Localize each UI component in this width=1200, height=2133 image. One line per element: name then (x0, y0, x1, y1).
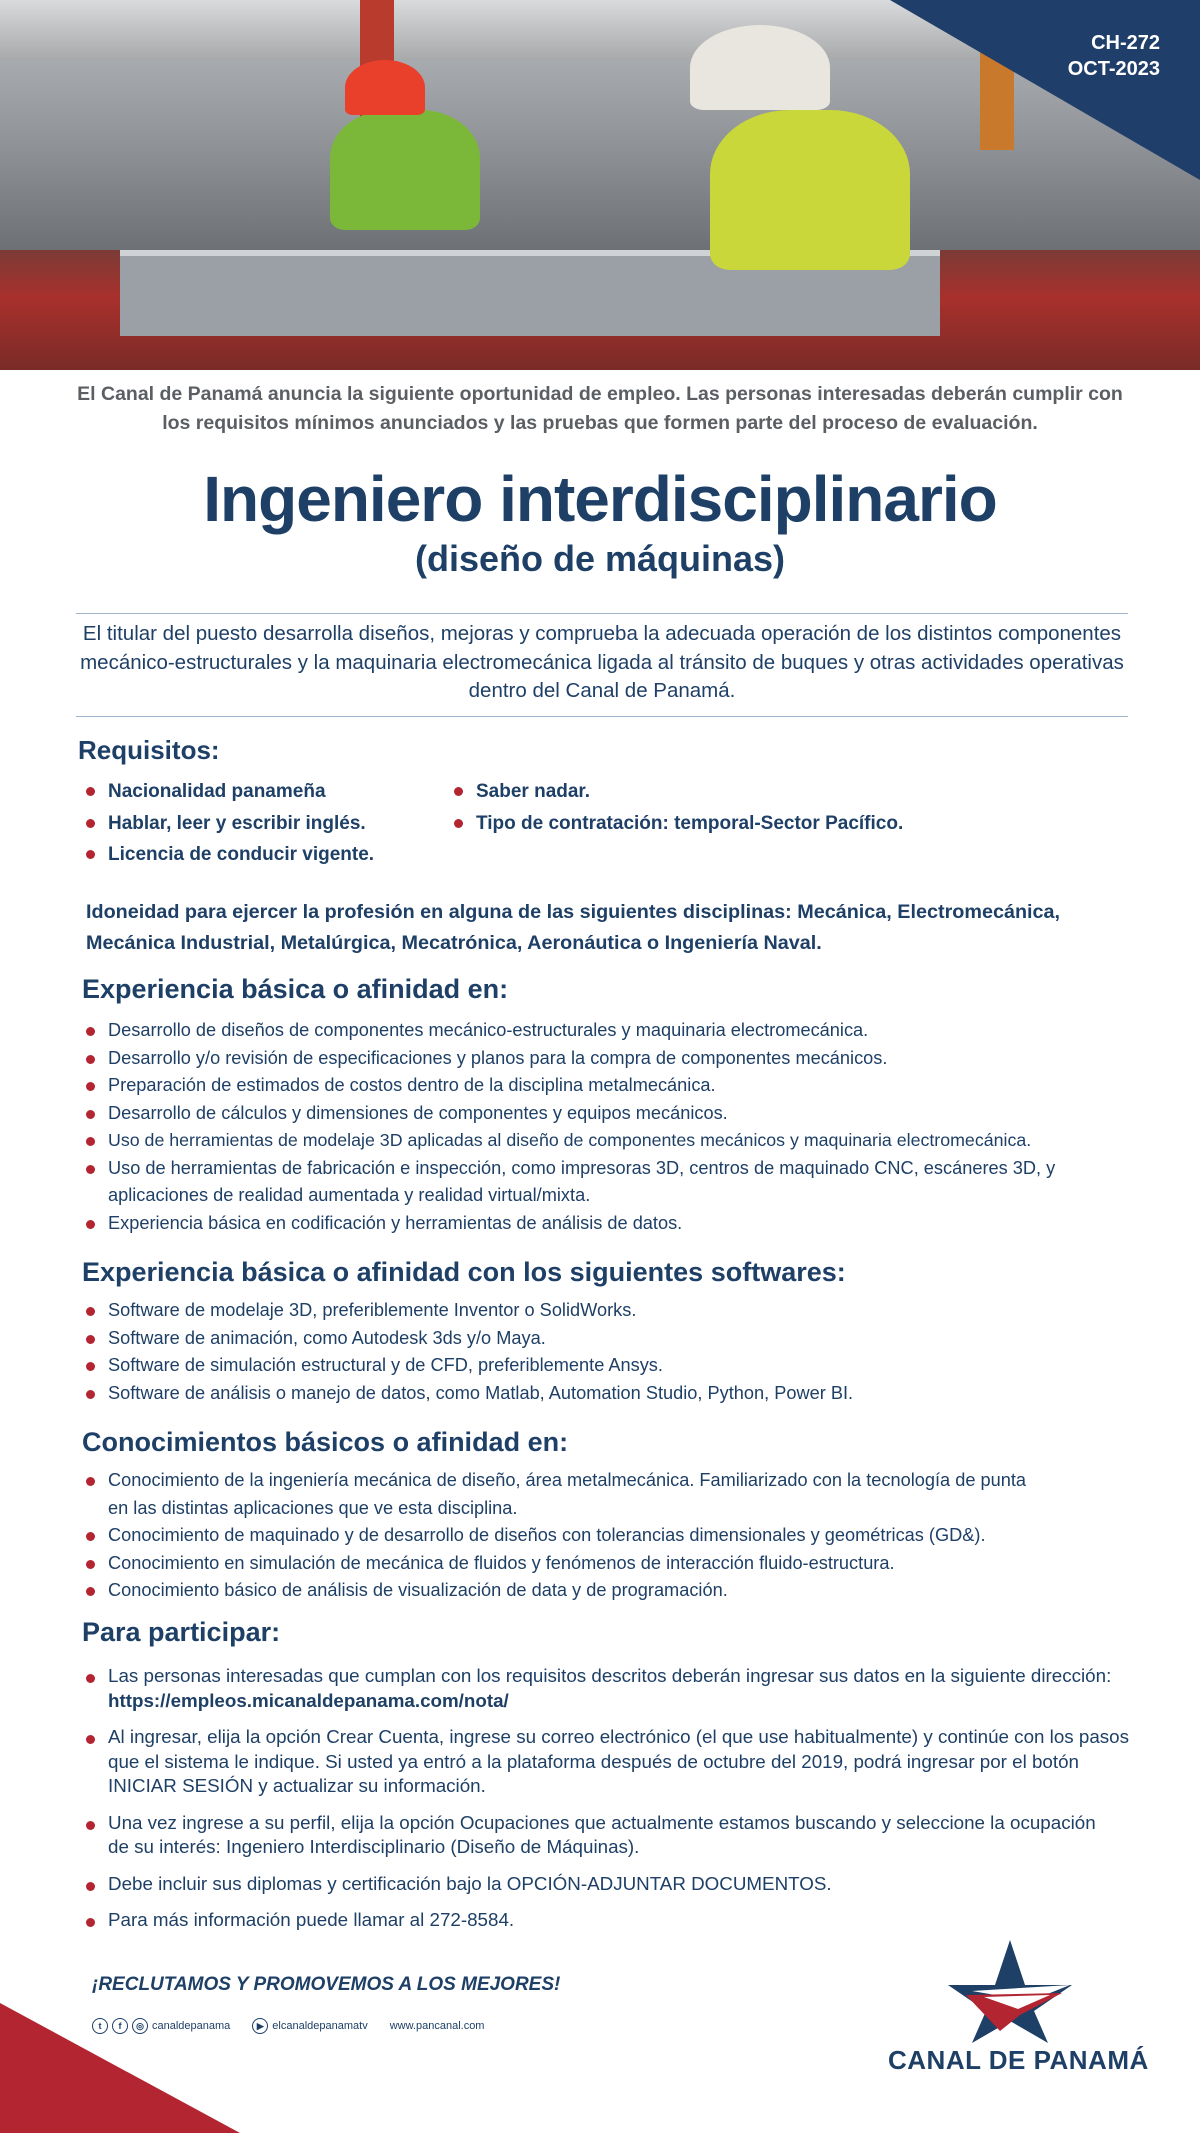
bullet-icon (454, 819, 463, 828)
corner-banner (890, 0, 1200, 180)
youtube-handle[interactable]: elcanaldepanamatv (272, 2020, 368, 2032)
brand-name: CANAL DE PANAMÁ (888, 2045, 1149, 2075)
code-number: CH-272 (1091, 32, 1160, 54)
list-item: Hablar, leer y escribir inglés. (86, 808, 436, 840)
requisitos-list-right (454, 776, 974, 839)
job-description: El titular del puesto desarrolla diseños, mejoras y comprueba la adecuada operación de los distintos componentes mecánico-estructurales y la maquinaria electromecánica ligada al tránsito de buques y otras actividades operativas dentro del Canal de Panamá. (80, 622, 1124, 702)
slogan: ¡RECLUTAMOS Y PROMOVEMOS A LOS MEJORES! (92, 1974, 561, 1995)
list-item: Debe incluir sus diplomas y certificación bajo la OPCIÓN-ADJUNTAR DOCUMENTOS. (86, 1872, 1146, 1897)
list-item: Software de modelaje 3D, preferiblemente Inventor o SolidWorks. (86, 1297, 1166, 1325)
bullet-icon (86, 1137, 95, 1146)
participar-heading: Para participar: (82, 1617, 281, 1647)
bullet-icon (86, 1165, 95, 1174)
list-item: Software de simulación estructural y de CFD, preferiblemente Ansys. (86, 1352, 1166, 1380)
software-list (86, 1297, 1166, 1407)
worker-left (330, 110, 480, 230)
requisitos-heading: Requisitos: (78, 735, 220, 765)
list-item: Para más información puede llamar al 272-8584. (86, 1908, 1146, 1933)
list-item: Conocimiento de maquinado y de desarrollo de diseños con tolerancias dimensionales y geométricas (GD&). (86, 1522, 1166, 1550)
bullet-icon (86, 787, 95, 796)
experiencia-heading: Experiencia básica o afinidad en: (82, 974, 509, 1004)
bullet-icon (86, 1821, 95, 1830)
red-helmet (345, 60, 425, 115)
bullet-icon (86, 1882, 95, 1891)
list-item: Licencia de conducir vigente. (86, 839, 436, 871)
bullet-icon (86, 1735, 95, 1744)
social-links (92, 2018, 484, 2034)
list-item: Uso de herramientas de fabricación e inspección, como impresoras 3D, centros de maquinado CNC, escáneres 3D, y aplicaciones de realidad aumentada y realidad virtual/mixta. (86, 1155, 1118, 1210)
application-link[interactable]: https://empleos.micanaldepanama.com/nota/ (108, 1689, 509, 1711)
list-item: Conocimiento de la ingeniería mecánica de diseño, área metalmecánica. Familiarizado con la tecnología de punta en las distintas aplicaciones que ve esta disciplina. (86, 1467, 1048, 1522)
website-link[interactable]: www.pancanal.com (389, 2020, 485, 2032)
participar-list (86, 1664, 1146, 1945)
bullet-icon (86, 1560, 95, 1569)
list-item: Desarrollo y/o revisión de especificaciones y planos para la compra de componentes mecánicos. (86, 1045, 1166, 1073)
bullet-icon (86, 850, 95, 859)
bullet-icon (86, 1055, 95, 1064)
bullet-icon (86, 1220, 95, 1229)
list-item: Software de animación, como Autodesk 3ds y/o Maya. (86, 1325, 1166, 1353)
bullet-icon (454, 787, 463, 796)
list-item: Desarrollo de diseños de componentes mecánico-estructurales y maquinaria electromecánica. (86, 1017, 1166, 1045)
twitter-icon[interactable]: t (92, 2018, 108, 2034)
list-item: Saber nadar. (454, 776, 974, 808)
list-item: Al ingresar, elija la opción Crear Cuenta, ingrese su correo electrónico (el que use habitualmente) y continúe con los pasos que el sistema le indique. Si usted ya entró a la plataforma después de octubre del 2019, podrá ingresar por el botón INICIAR SESIÓN y actualizar su información. (86, 1725, 1146, 1799)
list-item: Uso de herramientas de modelaje 3D aplicadas al diseño de componentes mecánicos y maquinaria electromecánica. (86, 1127, 1166, 1155)
worker-right (710, 110, 910, 270)
bullet-icon (86, 1587, 95, 1596)
bullet-icon (86, 1307, 95, 1316)
bullet-icon (86, 1110, 95, 1119)
youtube-icon[interactable]: ▶ (252, 2018, 268, 2034)
bullet-icon (86, 1082, 95, 1091)
bullet-icon (86, 1674, 95, 1683)
bullet-icon (86, 819, 95, 828)
vacancy-code (1068, 30, 1160, 82)
social-handle[interactable]: canaldepanama (152, 2020, 231, 2032)
code-date: OCT-2023 (1067, 58, 1160, 80)
requisitos-list-left (86, 776, 436, 871)
list-item: Una vez ingrese a su perfil, elija la opción Ocupaciones que actualmente estamos buscando y seleccione la ocupación de su interés: Ingeniero Interdisciplinario (Diseño de Máquinas). (86, 1811, 1118, 1860)
bullet-icon (86, 1532, 95, 1541)
list-item: Las personas interesadas que cumplan con los requisitos descritos deberán ingresar sus datos en la siguiente dirección: https://empleos.micanaldepanama.com/nota/ (86, 1664, 1146, 1713)
bullet-icon (86, 1390, 95, 1399)
page-title: Ingeniero interdisciplinario (203, 463, 997, 535)
list-item: Conocimiento en simulación de mecánica de fluidos y fenómenos de interacción fluido-estructura. (86, 1550, 1166, 1578)
list-item: Experiencia básica en codificación y herramientas de análisis de datos. (86, 1210, 1166, 1238)
divider-top (76, 613, 1128, 614)
page-subtitle: (diseño de máquinas) (414, 538, 786, 579)
divider-bottom (76, 716, 1128, 717)
bullet-icon (86, 1362, 95, 1371)
bullet-icon (86, 1477, 95, 1486)
list-item: Desarrollo de cálculos y dimensiones de componentes y equipos mecánicos. (86, 1100, 1166, 1128)
bullet-icon (86, 1918, 95, 1927)
bullet-icon (86, 1027, 95, 1036)
list-item: Tipo de contratación: temporal-Sector Pacífico. (454, 808, 974, 840)
white-helmet (690, 25, 830, 110)
list-item: Conocimiento básico de análisis de visualización de data y de programación. (86, 1577, 1166, 1605)
idoneidad-text: Idoneidad para ejercer la profesión en alguna de las siguientes disciplinas: Mecánica, Electromecánica, Mecánica Industrial, Metalúrgica, Mecatrónica, Aeronáutica o Ingeniería Naval. (86, 901, 1061, 954)
star-logo-icon (880, 1935, 1140, 2045)
experiencia-list (86, 1017, 1166, 1237)
conocimientos-heading: Conocimientos básicos o afinidad en: (82, 1427, 569, 1457)
list-item: Software de análisis o manejo de datos, como Matlab, Automation Studio, Python, Power BI. (86, 1380, 1166, 1408)
list-item: Preparación de estimados de costos dentro de la disciplina metalmecánica. (86, 1072, 1166, 1100)
canal-logo (880, 1935, 1149, 2085)
intro-text: El Canal de Panamá anuncia la siguiente oportunidad de empleo. Las personas interesadas deberán cumplir con los requisitos mínimos anunciados y las pruebas que formen parte del proceso de evaluación. (77, 383, 1123, 434)
conocimientos-list (86, 1467, 1166, 1605)
instagram-icon[interactable]: ◎ (132, 2018, 148, 2034)
facebook-icon[interactable]: f (112, 2018, 128, 2034)
software-heading: Experiencia básica o afinidad con los siguientes softwares: (82, 1257, 846, 1287)
list-item: Nacionalidad panameña (86, 776, 436, 808)
bullet-icon (86, 1335, 95, 1344)
